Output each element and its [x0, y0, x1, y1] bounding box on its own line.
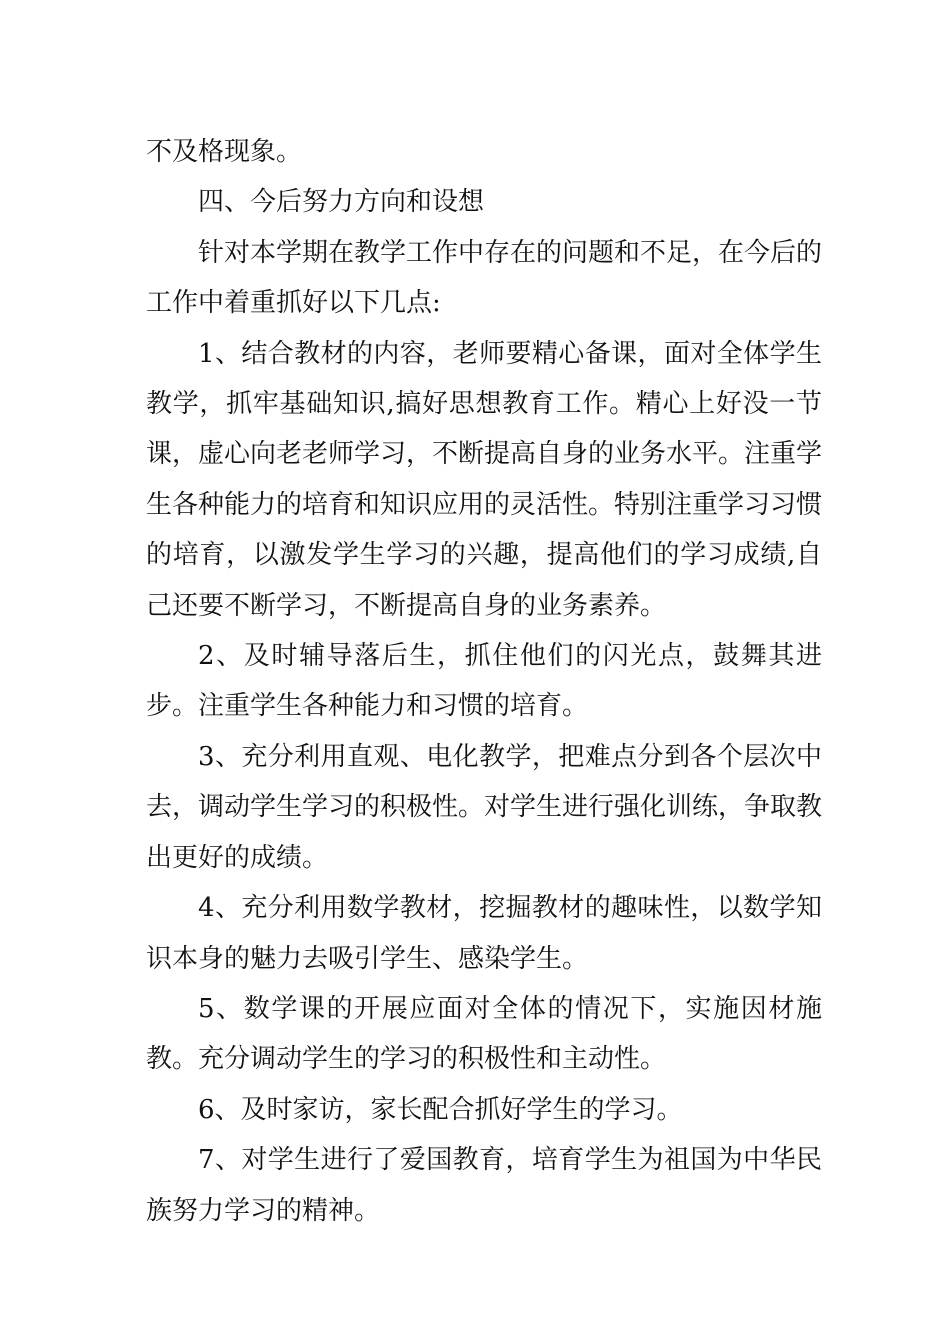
list-item-4: 4、充分利用数学教材，挖掘教材的趣味性，以数学知识本身的魅力去吸引学生、感染学生。 [146, 893, 822, 974]
paragraph-intro: 针对本学期在教学工作中存在的问题和不足，在今后的工作中着重抓好以下几点: [146, 237, 823, 319]
list-item-5: 5、数学课的开展应面对全体的情况下，实施因材施教。充分调动学生的学习的积极性和主动性。 [146, 993, 822, 1075]
list-item-1: 1、结合教材的内容，老师要精心备课，面对全体学生教学，抓牢基础知识,搞好思想教育工作。精心上好没一节课，虚心向老老师学习，不断提高自身的业务水平。注重学生各种能力的培育和知识应用的灵活性。特别注重学习习惯的培育，以激发学生学习的兴趣，提高他们的学习成绩,自己还要不断学习，不断提高自身的业务素养。 [146, 338, 823, 621]
list-item-2: 2、及时辅导落后生，抓住他们的闪光点，鼓舞其进步。注重学生各种能力和习惯的培育。 [146, 641, 822, 722]
section-heading: 四、今后努力方向和设想 [198, 187, 485, 218]
list-item-7: 7、对学生进行了爱国教育，培育学生为祖国为中华民族努力学习的精神。 [146, 1145, 822, 1226]
document-body [146, 127, 822, 1236]
list-item-6: 6、及时家访，家长配合抓好学生的学习。 [198, 1094, 683, 1125]
list-item-3: 3、充分利用直观、电化教学，把难点分到各个层次中去，调动学生学习的积极性。对学生进行强化训练，争取教出更好的成绩。 [146, 741, 823, 873]
paragraph-continuation: 不及格现象。 [146, 137, 303, 167]
